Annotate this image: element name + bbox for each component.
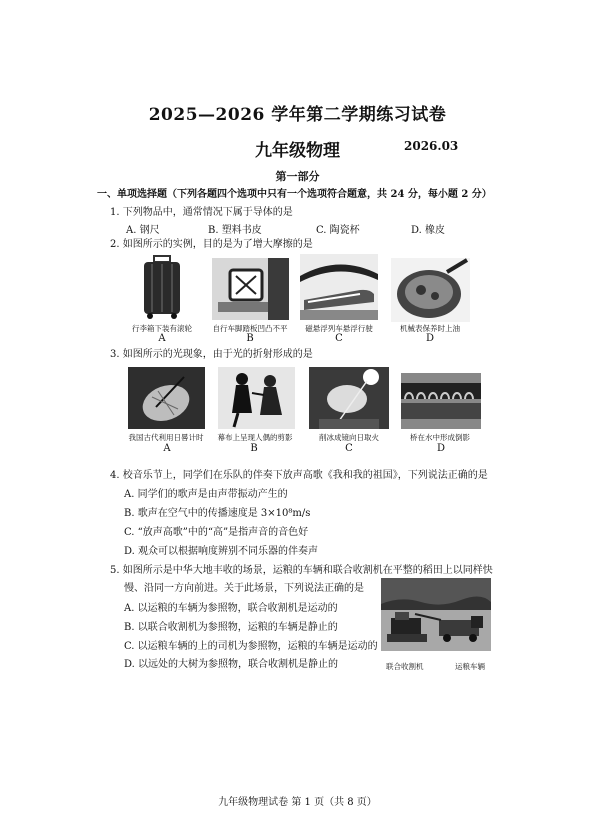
q5-option-d: D. 以远处的大树为参照物，联合收割机是静止的 [124, 659, 339, 670]
q3-caption-d: 桥在水中形成倒影 [410, 433, 470, 442]
page-footer: 九年级物理试卷 第 1 页（共 8 页） [218, 797, 377, 808]
q2-caption-c: 磁悬浮列车悬浮行驶 [305, 324, 373, 333]
q2-letter-d: D [425, 333, 435, 344]
q2-letter-b: B [246, 333, 254, 344]
q4-option-a: A. 同学们的歌声是由声带振动产生的 [124, 489, 288, 500]
q3-stem: 3. 如图所示的光现象，由于光的折射形成的是 [110, 349, 313, 360]
q2-image-a-suitcase [140, 254, 184, 320]
q1-options [0, 224, 595, 238]
q1-option-c: C. 陶瓷杯 [316, 225, 360, 236]
subject-title: 九年级物理 [255, 141, 340, 161]
q3-caption-c: 削冰成镜向日取火 [319, 433, 379, 442]
section-heading: 一、单项选择题（下列各题四个选项中只有一个选项符合题意，共 24 分，每小题 2 分） [97, 189, 492, 200]
q3-caption-a: 我国古代利用日晷计时 [128, 433, 204, 442]
q3-letter-b: B [250, 443, 258, 454]
q1-option-b: B. 塑料书皮 [208, 225, 262, 236]
q5-option-b: B. 以联合收割机为参照物，运粮的车辆是静止的 [124, 622, 338, 633]
q1-option-a: A. 钢尺 [126, 225, 160, 236]
q3-letter-d: D [436, 443, 446, 454]
q3-image-a-sundial [128, 367, 205, 429]
q5-stem-line1: 5. 如图所示是中华大地丰收的场景，运粮的车辆和联合收割机在平整的稻田上以同样快 [110, 565, 493, 576]
q3-image-d-bridge-reflection [401, 373, 481, 429]
q2-image-c-maglev-train [300, 254, 378, 320]
q1-option-d: D. 橡皮 [411, 225, 446, 236]
part-heading: 第一部分 [275, 170, 320, 183]
q3-caption-b: 幕布上呈现人偶的剪影 [217, 433, 293, 442]
q5-option-a: A. 以运粮的车辆为参照物，联合收割机是运动的 [124, 603, 338, 614]
exam-title: 2025—2026 学年第二学期练习试卷 [148, 105, 447, 125]
q3-letter-c: C [345, 443, 353, 454]
q5-option-c: C. 以运粮车辆的上的司机为参照物，运粮的车辆是运动的 [124, 641, 378, 652]
exam-date: 2026.03 [404, 139, 459, 153]
q2-stem: 2. 如图所示的实例，目的是为了增大摩擦的是 [110, 239, 313, 250]
q2-caption-b: 自行车脚踏板凹凸不平 [212, 324, 288, 333]
q5-label-harvester: 联合收割机 [386, 662, 424, 671]
q2-caption-a: 行李箱下装有滚轮 [132, 324, 192, 333]
q2-image-d-mechanical-watch [391, 258, 470, 322]
q5-image-harvest [381, 578, 491, 651]
q2-letter-c: C [335, 333, 343, 344]
q3-letter-a: A [163, 443, 171, 454]
q2-caption-d: 机械表保养时上油 [400, 324, 460, 333]
q3-image-c-ice-lens [309, 367, 389, 429]
q3-image-b-shadow-puppets [218, 367, 295, 429]
q5-stem-line2: 慢、沿同一方向前进。关于此场景，下列说法正确的是 [124, 583, 364, 594]
q2-image-b-bike-pedal [212, 258, 289, 320]
q4-option-d: D. 观众可以根据响度辨别不同乐器的伴奏声 [124, 546, 319, 557]
q4-stem: 4. 校音乐节上，同学们在乐队的伴奏下放声高歌《我和我的祖国》，下列说法正确的是 [110, 470, 488, 481]
q4-option-c: C. “放声高歌”中的“高”是指声音的音色好 [124, 527, 309, 538]
q2-letter-a: A [158, 333, 166, 344]
q1-stem: 1. 下列物品中，通常情况下属于导体的是 [110, 207, 293, 218]
q5-label-grain-truck: 运粮车辆 [455, 662, 485, 671]
q4-option-b: B. 歌声在空气中的传播速度是 3×10⁸m/s [124, 508, 311, 519]
